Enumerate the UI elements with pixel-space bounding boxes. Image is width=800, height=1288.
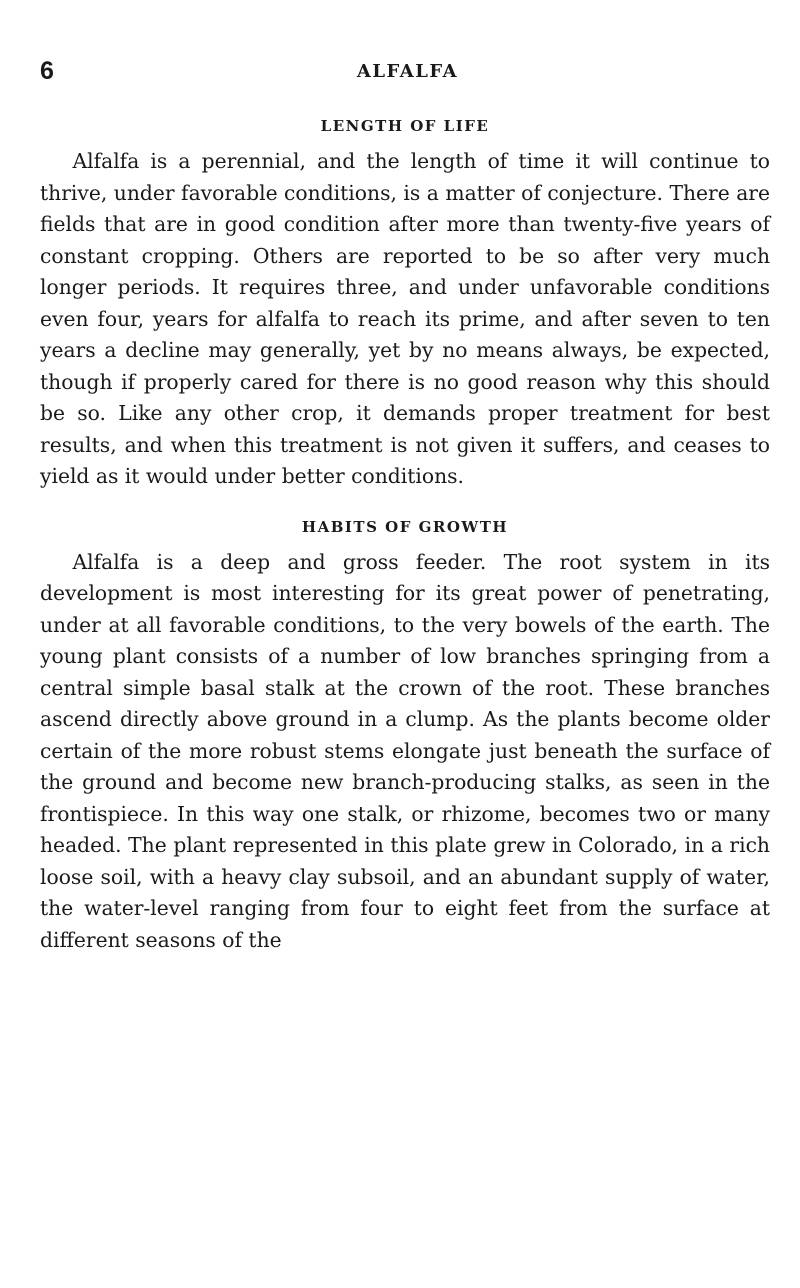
paragraph-habits-of-growth: Alfalfa is a deep and gross feeder. The root system in its development is most interesting for its great power of penetrating, under at all favorable conditions, to the very bowels of the earth. The young plant consists of a number of low branches springing from a central simple basal stalk at the crown of the root. These branches ascend directly above ground in a clump. As the plants become older certain of the more robust stems elongate just beneath the surface of the ground and become new branch-producing stalks, as seen in the frontispiece. In this way one stalk, or rhizome, becomes two or many headed. The plant represented in this plate grew in Colorado, in a rich loose soil, with a heavy clay subsoil, and an abundant supply of water, the water-level ranging from four to eight feet from the surface at different seasons of the xyxy=(40,549,770,952)
spacer xyxy=(40,539,770,547)
running-title: ALFALFA xyxy=(356,61,459,82)
spacer xyxy=(40,138,770,146)
section-heading-length-of-life: LENGTH OF LIFE xyxy=(320,117,490,135)
page-number: 6 xyxy=(40,57,54,85)
section-heading-habits-of-growth: HABITS OF GROWTH xyxy=(301,517,509,536)
body-text xyxy=(40,114,770,956)
paragraph-length-of-life: Alfalfa is a perennial, and the length of time it will continue to thrive, under favorable conditions, is a matter of conjecture. There are fields that are in good condition after more than twenty-five years of constant cropping. Others are reported to be so after very much longer periods. It requires three, and under unfavorable conditions even four, years for alfalfa to reach its prime, and after seven to ten years a decline may generally, yet by no means always, be expected, though if properly cared for there is no good reason why this should be so. Like any other crop, it demands proper treatment for best results, and when this treatment is not given it suffers, and ceases to yield as it would under better conditions. xyxy=(40,149,770,488)
running-head xyxy=(40,56,775,90)
spacer xyxy=(40,493,770,515)
